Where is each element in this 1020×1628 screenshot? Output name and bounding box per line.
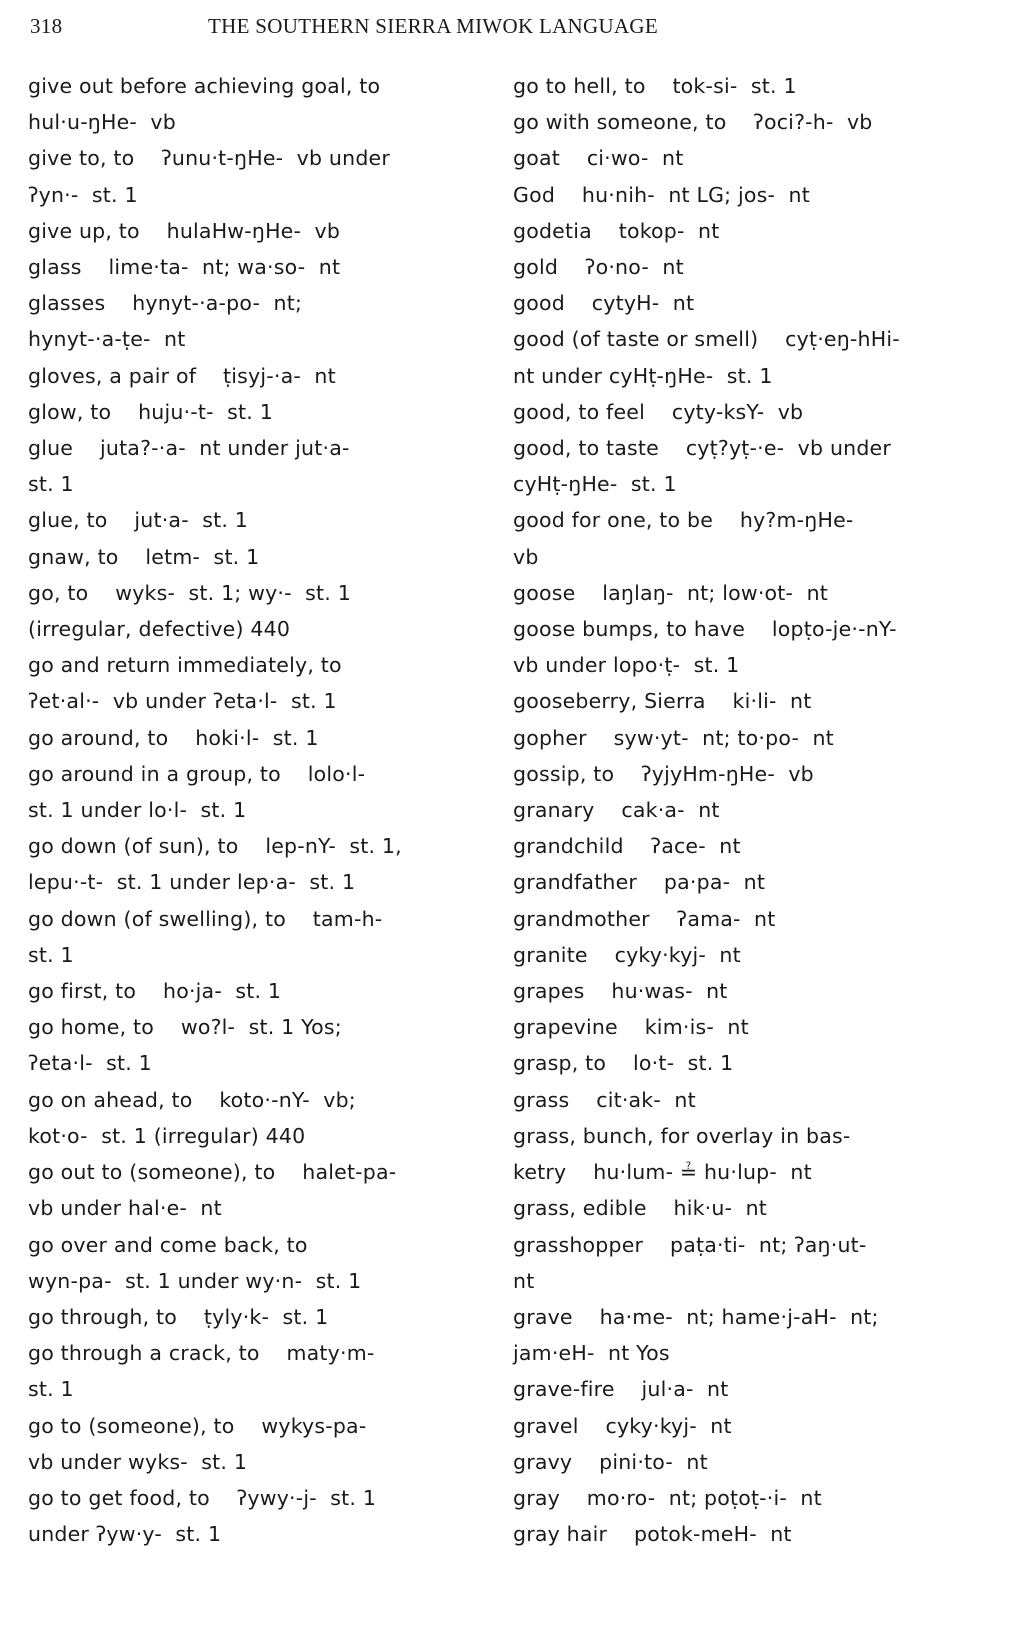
entry-continuation-line: nt under cyHṭ-ŋHe- st. 1 — [513, 363, 773, 388]
entry-continuation-line: st. 1 — [28, 1377, 74, 1402]
dictionary-entry — [28, 1408, 498, 1480]
entry-headword-line: good cytyH- nt — [513, 291, 695, 316]
dictionary-entry — [28, 285, 498, 357]
dictionary-entry — [513, 104, 993, 140]
page-number: 318 — [30, 14, 63, 38]
dictionary-entry — [513, 430, 993, 502]
dictionary-entry — [513, 828, 993, 864]
dictionary-entry — [28, 901, 498, 973]
entry-headword-line: glue juta?-·a- nt under jut·a- — [28, 436, 350, 461]
entry-headword-line: go home, to wo?l- st. 1 Yos; — [28, 1015, 342, 1040]
entry-continuation-line: ʔeta·l- st. 1 — [28, 1051, 152, 1076]
dictionary-entry — [28, 1480, 498, 1552]
entry-headword-line: good for one, to be hy?m-ŋHe- — [513, 508, 854, 533]
dictionary-entry — [513, 1009, 993, 1045]
dictionary-entry — [28, 502, 498, 538]
entry-continuation-line: ketry hu·lum- ≟ hu·lup- nt — [513, 1160, 812, 1185]
dictionary-entry — [513, 68, 993, 104]
entry-headword-line: grass, bunch, for overlay in bas- — [513, 1123, 851, 1148]
dictionary-entry — [513, 1299, 993, 1371]
dictionary-entry — [513, 140, 993, 176]
dictionary-entry — [513, 937, 993, 973]
entry-headword-line: goose laŋlaŋ- nt; low·ot- nt — [513, 580, 829, 605]
dictionary-entry — [28, 1009, 498, 1081]
dictionary-entry — [513, 1190, 993, 1226]
dictionary-entry — [28, 358, 498, 394]
entry-headword-line: go to hell, to tok-si- st. 1 — [513, 74, 797, 98]
entry-continuation-line: hynyt-·a-ṭe- nt — [28, 327, 186, 352]
entry-continuation-line: vb under lopo·ṭ- st. 1 — [513, 653, 740, 678]
page-header — [30, 14, 990, 44]
dictionary-entry — [28, 720, 498, 756]
entry-headword-line: grasp, to lo·t- st. 1 — [513, 1051, 734, 1076]
entry-continuation-line: jam·eH- nt Yos — [513, 1341, 670, 1366]
entry-headword-line: granite cyky·kyj- nt — [513, 942, 741, 967]
dictionary-entry — [28, 1154, 498, 1226]
entry-headword-line: go over and come back, to — [28, 1232, 308, 1257]
entry-headword-line: gray mo·ro- nt; poṭoṭ-·i- nt — [513, 1485, 822, 1510]
entry-headword-line: grass cit·ak- nt — [513, 1087, 696, 1112]
right-column — [513, 68, 993, 1552]
entry-continuation-line: st. 1 — [28, 942, 74, 967]
dictionary-entry — [513, 792, 993, 828]
entry-continuation-line: under ʔyw·y- st. 1 — [28, 1522, 222, 1547]
dictionary-entry — [28, 430, 498, 502]
dictionary-entry — [28, 828, 498, 900]
entry-headword-line: go first, to ho·ja- st. 1 — [28, 979, 282, 1004]
dictionary-entry — [28, 756, 498, 828]
entry-headword-line: grandchild ʔace- nt — [513, 834, 741, 859]
running-title: THE SOUTHERN SIERRA MIWOK LANGUAGE — [208, 14, 659, 38]
entry-headword-line: give to, to ʔunu·t-ŋHe- vb under — [28, 146, 390, 171]
entry-continuation-line: cyHṭ-ŋHe- st. 1 — [513, 472, 677, 497]
entry-headword-line: gold ʔo·no- nt — [513, 255, 684, 280]
entry-continuation-line: vb under wyks- st. 1 — [28, 1449, 248, 1474]
entry-headword-line: gnaw, to letm- st. 1 — [28, 544, 260, 569]
dictionary-entry — [513, 177, 993, 213]
dictionary-entry — [513, 394, 993, 430]
dictionary-entry — [513, 683, 993, 719]
entry-headword-line: go to (someone), to wykys-pa- — [28, 1413, 367, 1438]
entry-continuation-line: vb under hal·e- nt — [28, 1196, 222, 1221]
entry-headword-line: goose bumps, to have lopṭo-je·-nY- — [513, 617, 897, 642]
dictionary-entry — [28, 140, 498, 212]
dictionary-entry — [513, 1516, 993, 1552]
entry-headword-line: goat ci·wo- nt — [513, 146, 684, 171]
entry-continuation-line: ʔyn·- st. 1 — [28, 182, 138, 207]
left-column — [28, 68, 498, 1552]
entry-headword-line: glow, to huju·-t- st. 1 — [28, 399, 273, 424]
entry-headword-line: go down (of sun), to lep-nY- st. 1, — [28, 834, 402, 859]
entry-headword-line: gloves, a pair of ṭisyj-·a- nt — [28, 363, 336, 388]
dictionary-entry — [28, 1299, 498, 1335]
entry-headword-line: go down (of swelling), to tam-h- — [28, 906, 383, 931]
dictionary-entry — [28, 1335, 498, 1407]
entry-headword-line: glasses hynyt-·a-po- nt; — [28, 291, 303, 316]
entry-continuation-line: vb — [513, 544, 539, 569]
entry-headword-line: grave-fire jul·a- nt — [513, 1377, 729, 1402]
entry-headword-line: gooseberry, Sierra ki·li- nt — [513, 689, 812, 714]
dictionary-entry — [28, 1227, 498, 1299]
entry-headword-line: grasshopper paṭa·ti- nt; ʔaŋ·ut- — [513, 1232, 867, 1257]
dictionary-entry — [513, 864, 993, 900]
dictionary-entry — [513, 611, 993, 683]
entry-headword-line: grapevine kim·is- nt — [513, 1015, 749, 1040]
entry-headword-line: gravel cyky·kyj- nt — [513, 1413, 732, 1438]
entry-headword-line: go to get food, to ʔywy·-j- st. 1 — [28, 1485, 377, 1510]
entry-headword-line: good, to feel cyty-ksY- vb — [513, 399, 804, 424]
dictionary-entry — [513, 1408, 993, 1444]
dictionary-entry — [513, 575, 993, 611]
entry-headword-line: granary cak·a- nt — [513, 798, 720, 823]
entry-continuation-line: st. 1 under lo·l- st. 1 — [28, 798, 247, 823]
entry-headword-line: God hu·nih- nt LG; jos- nt — [513, 182, 810, 207]
entry-headword-line: go around, to hoki·l- st. 1 — [28, 725, 319, 750]
dictionary-entry — [513, 756, 993, 792]
entry-headword-line: go around in a group, to lolo·l- — [28, 761, 366, 786]
dictionary-entry — [513, 1045, 993, 1081]
dictionary-entry — [513, 249, 993, 285]
dictionary-entry — [28, 213, 498, 249]
entry-headword-line: give out before achieving goal, to — [28, 74, 381, 98]
entry-continuation-line: kot·o- st. 1 (irregular) 440 — [28, 1123, 306, 1148]
entry-headword-line: grandfather pa·pa- nt — [513, 870, 766, 895]
entry-headword-line: grapes hu·was- nt — [513, 979, 728, 1004]
entry-headword-line: go and return immediately, to — [28, 653, 342, 678]
dictionary-entry — [513, 1444, 993, 1480]
entry-headword-line: go with someone, to ʔoci?-h- vb — [513, 110, 873, 135]
dictionary-entry — [513, 973, 993, 1009]
dictionary-entry — [513, 213, 993, 249]
dictionary-entry — [513, 502, 993, 574]
dictionary-entry — [513, 720, 993, 756]
dictionary-entry — [28, 647, 498, 719]
entry-headword-line: gopher syw·yt- nt; to·po- nt — [513, 725, 834, 750]
dictionary-entry — [513, 1082, 993, 1118]
entry-headword-line: go through a crack, to maty·m- — [28, 1341, 375, 1366]
dictionary-entry — [513, 321, 993, 393]
entry-headword-line: gravy pini·to- nt — [513, 1449, 708, 1474]
dictionary-entry — [28, 575, 498, 647]
entry-continuation-line: (irregular, defective) 440 — [28, 617, 291, 642]
dictionary-entry — [28, 973, 498, 1009]
entry-headword-line: grave ha·me- nt; hame·j-aH- nt; — [513, 1304, 879, 1329]
entry-continuation-line: st. 1 — [28, 472, 74, 497]
entry-headword-line: good, to taste cyṭ?yṭ-·e- vb under — [513, 436, 891, 461]
entry-headword-line: go out to (someone), to halet-pa- — [28, 1160, 397, 1185]
dictionary-entry — [28, 68, 498, 140]
entry-headword-line: good (of taste or smell) cyṭ·eŋ-hHi- — [513, 327, 900, 352]
entry-continuation-line: wyn-pa- st. 1 under wy·n- st. 1 — [28, 1268, 362, 1293]
dictionary-entry — [28, 539, 498, 575]
dictionary-entry — [28, 249, 498, 285]
entry-headword-line: godetia tokop- nt — [513, 218, 720, 243]
dictionary-entry — [513, 1371, 993, 1407]
entry-headword-line: go through, to ṭyly·k- st. 1 — [28, 1304, 329, 1329]
entry-continuation-line: ʔet·al·- vb under ʔeta·l- st. 1 — [28, 689, 337, 714]
entry-headword-line: go, to wyks- st. 1; wy·- st. 1 — [28, 580, 351, 605]
entry-headword-line: go on ahead, to koto·-nY- vb; — [28, 1087, 356, 1112]
entry-headword-line: glass lime·ta- nt; wa·so- nt — [28, 255, 341, 280]
dictionary-entry — [513, 1480, 993, 1516]
dictionary-entry — [513, 901, 993, 937]
dictionary-entry — [513, 1227, 993, 1299]
dictionary-entry — [513, 1118, 993, 1190]
dictionary-entry — [28, 394, 498, 430]
entry-headword-line: gray hair potok-meH- nt — [513, 1522, 792, 1547]
entry-continuation-line: lepu·-t- st. 1 under lep·a- st. 1 — [28, 870, 356, 895]
entry-headword-line: grass, edible hik·u- nt — [513, 1196, 768, 1221]
entry-headword-line: give up, to hulaHw-ŋHe- vb — [28, 218, 341, 243]
dictionary-entry — [28, 1082, 498, 1154]
dictionary-entry — [513, 285, 993, 321]
entry-continuation-line: hul·u-ŋHe- vb — [28, 110, 176, 135]
entry-headword-line: glue, to jut·a- st. 1 — [28, 508, 249, 533]
entry-continuation-line: nt — [513, 1268, 535, 1293]
entry-headword-line: gossip, to ʔyjyHm-ŋHe- vb — [513, 761, 814, 786]
entry-headword-line: grandmother ʔama- nt — [513, 906, 776, 931]
